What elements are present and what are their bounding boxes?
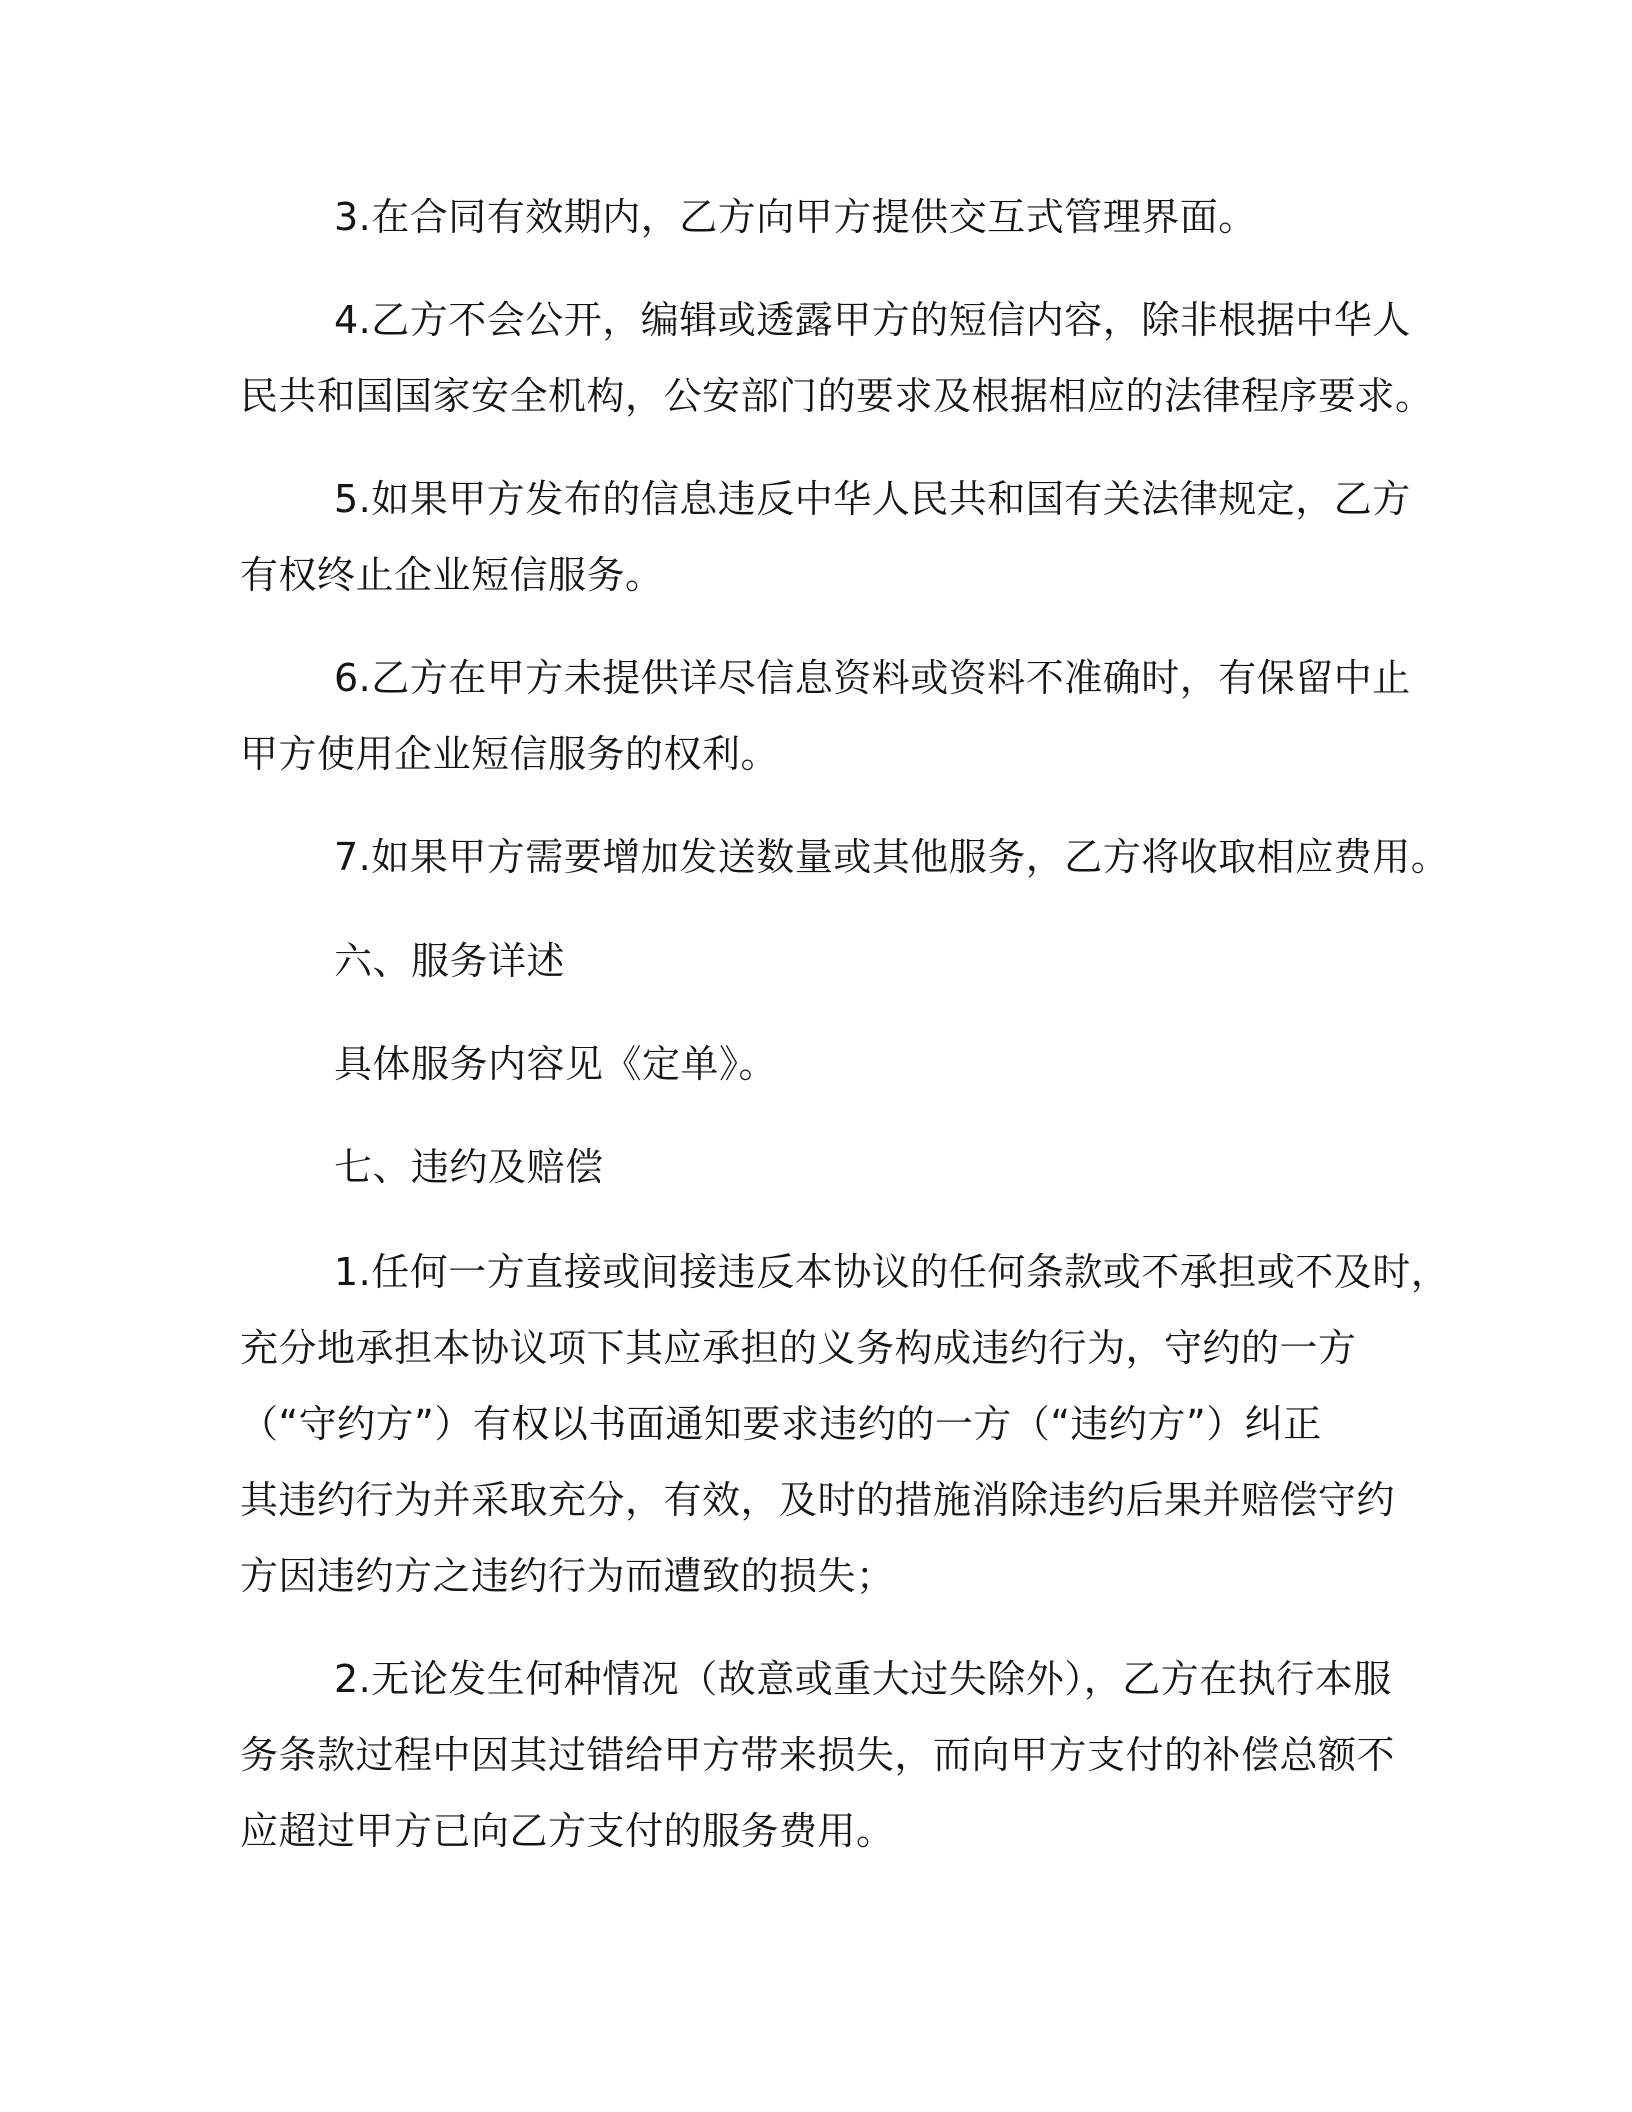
clause-5-3-text: 3.在合同有效期内，乙方向甲方提供交互式管理界面。 bbox=[334, 195, 1257, 239]
section-6-heading: 六、服务详述 bbox=[334, 939, 566, 983]
clause-5-7-text: 7.如果甲方需要增加发送数量或其他服务，乙方将收取相应费用。 bbox=[334, 835, 1450, 879]
clause-5-4-text: 4.乙方不会公开，编辑或透露甲方的短信内容，除非根据中华人 bbox=[334, 298, 1411, 342]
clause-5-5-text-cont: 有权终止企业短信服务。 bbox=[240, 553, 664, 597]
clause-5-6-text-cont: 甲方使用企业短信服务的权利。 bbox=[240, 732, 780, 776]
clause-7-2-text: 2.无论发生何种情况（故意或重大过失除外），乙方在执行本服 bbox=[334, 1657, 1392, 1701]
clause-7-2-text-cont: 务条款过程中因其过错给甲方带来损失，而向甲方支付的补偿总额不 bbox=[240, 1733, 1396, 1777]
clause-7-1-text-cont: 充分地承担本协议项下其应承担的义务构成违约行为，守约的一方 bbox=[240, 1326, 1357, 1370]
clause-7-1-text: 1.任何一方直接或间接违反本协议的任何条款或不承担或不及时， bbox=[334, 1250, 1450, 1294]
clause-7-1-text-cont: 其违约行为并采取充分，有效，及时的措施消除违约后果并赔偿守约 bbox=[240, 1478, 1396, 1522]
clause-5-4-text-cont: 民共和国国家安全机构，公安部门的要求及根据相应的法律程序要求。 bbox=[240, 374, 1434, 418]
clause-5-5-text: 5.如果甲方发布的信息违反中华人民共和国有关法律规定，乙方 bbox=[334, 477, 1411, 521]
clause-7-1-text-cont: （“守约方”）有权以书面通知要求违约的一方（“违约方”）纠正 bbox=[240, 1402, 1322, 1446]
clause-5-6-text: 6.乙方在甲方未提供详尽信息资料或资料不准确时，有保留中止 bbox=[334, 656, 1411, 700]
section-6-body: 具体服务内容见《定单》。 bbox=[334, 1042, 778, 1086]
section-7-heading: 七、违约及赔偿 bbox=[334, 1145, 604, 1189]
clause-7-1-text-cont: 方因违约方之违约行为而遭致的损失； bbox=[240, 1554, 895, 1598]
clause-7-2-text-cont: 应超过甲方已向乙方支付的服务费用。 bbox=[240, 1809, 895, 1853]
